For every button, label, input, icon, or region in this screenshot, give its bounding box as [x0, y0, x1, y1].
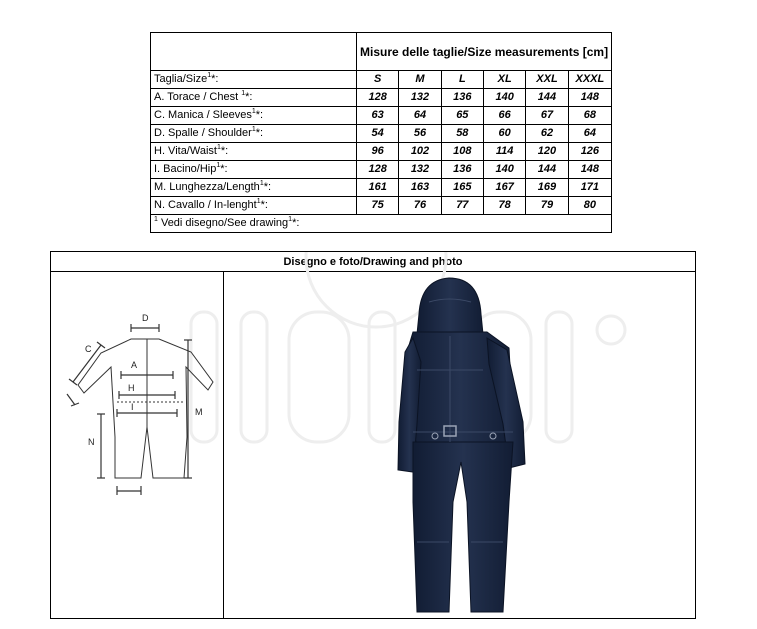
- label-n: N: [88, 437, 95, 447]
- table-title-row: [151, 33, 612, 71]
- footnote-suffix: *:: [292, 217, 300, 229]
- footnote-marker: 1: [241, 90, 246, 97]
- table-cell: 79: [526, 197, 568, 215]
- label-c: C: [85, 344, 92, 354]
- size-header-s: S: [357, 71, 399, 89]
- footnote-marker: 1: [216, 162, 221, 169]
- row-label: [151, 179, 357, 197]
- table-row: [151, 89, 612, 107]
- row-label-suffix: *:: [255, 127, 264, 139]
- table-cell: 128: [357, 161, 399, 179]
- size-measurements-table: [150, 32, 612, 233]
- row-label-text: C. Manica / Sleeves: [154, 109, 252, 121]
- row-label: [151, 107, 357, 125]
- row-label-text: M. Lunghezza/Length: [154, 181, 260, 193]
- row-label-suffix: *:: [255, 109, 264, 121]
- footnote-marker: 1: [251, 126, 256, 133]
- table-cell: 140: [483, 89, 525, 107]
- table-row: [151, 143, 612, 161]
- measurement-rows: [151, 89, 612, 215]
- row-label-text: D. Spalle / Shoulder: [154, 127, 252, 139]
- row-label: [151, 89, 357, 107]
- table-cell: 171: [568, 179, 611, 197]
- table-cell: 67: [526, 107, 568, 125]
- label-d: D: [142, 313, 149, 323]
- table-cell: 132: [399, 89, 441, 107]
- table-cell: 140: [483, 161, 525, 179]
- label-i: I: [131, 402, 134, 412]
- table-cell: 62: [526, 125, 568, 143]
- table-cell: 96: [357, 143, 399, 161]
- table-cell: 68: [568, 107, 611, 125]
- row-label-suffix: *:: [263, 181, 272, 193]
- table-cell: 58: [441, 125, 483, 143]
- table-cell: 148: [568, 89, 611, 107]
- footnote-row: [151, 215, 612, 233]
- row-label-text: I. Bacino/Hip: [154, 163, 217, 175]
- table-cell: 64: [399, 107, 441, 125]
- table-cell: 126: [568, 143, 611, 161]
- size-header-xl: XL: [483, 71, 525, 89]
- size-header-l: L: [441, 71, 483, 89]
- table-cell: 102: [399, 143, 441, 161]
- table-cell: 148: [568, 161, 611, 179]
- table-cell: 132: [399, 161, 441, 179]
- table-row: [151, 125, 612, 143]
- row-label-suffix: *:: [220, 163, 228, 175]
- row-label-text: H. Vita/Waist: [154, 145, 217, 157]
- size-row-label: [151, 71, 357, 89]
- size-header-xxxl: XXXL: [568, 71, 611, 89]
- table-cell: 161: [357, 179, 399, 197]
- row-label-suffix: *:: [220, 145, 229, 157]
- row-label-text: N. Cavallo / In-lenght: [154, 199, 257, 211]
- size-header-xxl: XXL: [526, 71, 568, 89]
- table-cell: 136: [441, 89, 483, 107]
- row-label-suffix: *:: [245, 91, 253, 103]
- table-cell: 120: [526, 143, 568, 161]
- table-title: Misure delle taglie/Size measurements [cm]: [357, 33, 612, 71]
- footnote-marker: 1: [207, 72, 212, 79]
- table-row: [151, 161, 612, 179]
- table-cell: 77: [441, 197, 483, 215]
- row-label: [151, 197, 357, 215]
- table-row: [151, 197, 612, 215]
- row-label: [151, 143, 357, 161]
- table-cell: 167: [483, 179, 525, 197]
- row-label-text: A. Torace / Chest: [154, 91, 242, 103]
- drawing-header: Disegno e foto/Drawing and photo: [51, 252, 695, 272]
- table-cell: 65: [441, 107, 483, 125]
- drawing-section: [50, 251, 696, 619]
- table-corner-cell: [151, 33, 357, 71]
- footnote-marker: 1: [256, 198, 261, 205]
- label-a: A: [131, 360, 138, 370]
- table-cell: 169: [526, 179, 568, 197]
- row-label: [151, 125, 357, 143]
- table-cell: 75: [357, 197, 399, 215]
- size-header-row: [151, 71, 612, 89]
- size-header-m: M: [399, 71, 441, 89]
- table-cell: 64: [568, 125, 611, 143]
- footnote-marker: 1: [259, 180, 264, 187]
- table-cell: 165: [441, 179, 483, 197]
- table-cell: 136: [441, 161, 483, 179]
- table-cell: 76: [399, 197, 441, 215]
- product-photo: [51, 252, 697, 620]
- size-label-text: Taglia/Size: [154, 73, 208, 85]
- table-cell: 60: [483, 125, 525, 143]
- footnote-marker: 1: [154, 216, 158, 223]
- table-cell: 63: [357, 107, 399, 125]
- label-h: H: [128, 383, 135, 393]
- table-cell: 66: [483, 107, 525, 125]
- footnote-marker: 1: [251, 108, 256, 115]
- table-row: [151, 107, 612, 125]
- table-cell: 144: [526, 161, 568, 179]
- row-label-suffix: *:: [260, 199, 268, 211]
- table-cell: 80: [568, 197, 611, 215]
- table-cell: 114: [483, 143, 525, 161]
- table-cell: 144: [526, 89, 568, 107]
- table-cell: 108: [441, 143, 483, 161]
- table-row: [151, 179, 612, 197]
- size-label-suffix: *:: [211, 73, 219, 85]
- table-cell: 128: [357, 89, 399, 107]
- table-cell: 54: [357, 125, 399, 143]
- footnote-text: Vedi disegno/See drawing: [157, 217, 289, 229]
- table-cell: 78: [483, 197, 525, 215]
- table-cell: 56: [399, 125, 441, 143]
- footnote-marker: 1: [216, 144, 221, 151]
- row-label: [151, 161, 357, 179]
- table-cell: 163: [399, 179, 441, 197]
- footnote-cell: [151, 215, 612, 233]
- footnote-marker: 1: [288, 216, 293, 223]
- label-m: M: [195, 407, 203, 417]
